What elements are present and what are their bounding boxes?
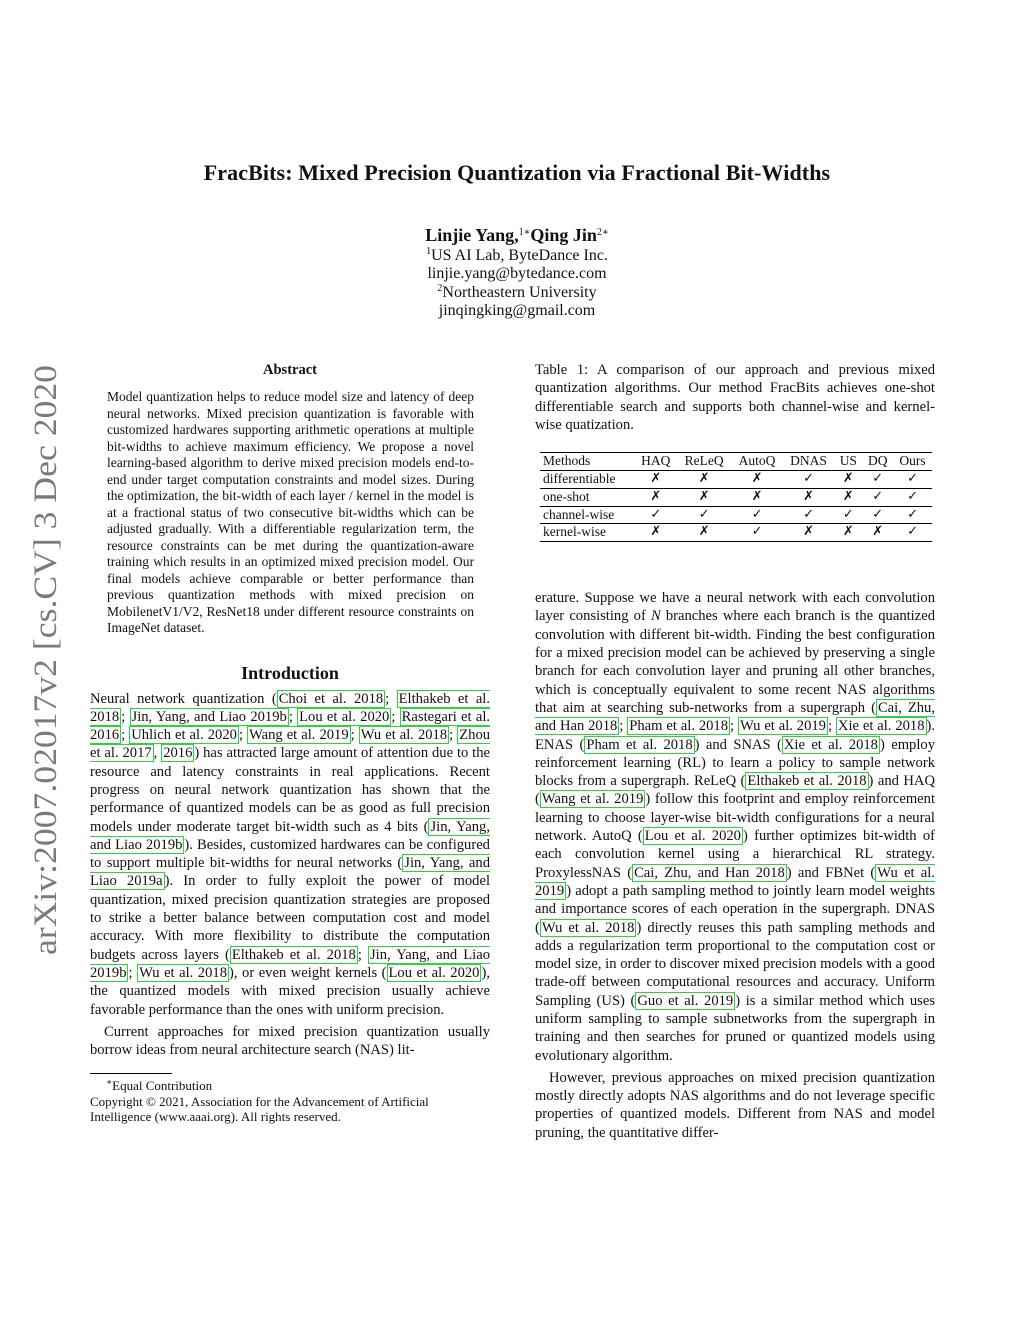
table-cell: ✗: [698, 488, 710, 504]
text-run: ;: [391, 708, 400, 725]
table-cell: ✓: [751, 506, 763, 522]
table-header-row: [540, 453, 932, 471]
citation-link[interactable]: Wu et al. 2019: [535, 864, 935, 899]
abstract-heading: Abstract: [263, 362, 317, 378]
text-run: ) is a similar method which uses uniform sampling to sample subnetworks from the supergraph in training and then searches for pruned or quantized models using evolutionary algorithm.: [535, 992, 936, 1064]
table-header-cell: DQ: [867, 453, 888, 469]
citation-link[interactable]: Lou et al. 2020: [644, 828, 741, 845]
text-run: ;: [449, 727, 458, 744]
row-label: channel-wise: [543, 506, 615, 522]
author-block: [250, 226, 784, 321]
table-cell: ✗: [872, 524, 884, 540]
introduction-heading: Introduction: [241, 662, 339, 683]
table-row: [540, 488, 932, 506]
citation-link[interactable]: Zhou et al. 2017: [90, 727, 491, 762]
paper-title: FracBits: Mixed Precision Quantization via Fractional Bit-Widths: [203, 160, 831, 185]
citation-link[interactable]: Wang et al. 2019: [541, 791, 644, 808]
text-run: ;: [238, 727, 248, 744]
table-header-cell: ReLeQ: [684, 453, 724, 469]
table-cell: ✓: [872, 488, 884, 504]
citation-link[interactable]: Lou et al. 2020: [388, 964, 480, 981]
text-run: erature. Suppose we have a neural network with each convolution layer consisting of: [535, 590, 935, 625]
text-run: ) directly reuses this path sampling methods and adds a regularization term proportional to the computation cost or model size, in order to discover mixed precision models with a good trade-off between computational resources and accuracy. Uniform Sampling (US) (: [535, 919, 935, 1009]
table-header-cell: US: [839, 453, 857, 469]
citation-link[interactable]: Lou et al. 2020: [299, 708, 390, 725]
arxiv-stamp-svg: [12, 355, 72, 955]
table-header-cell: AutoQ: [738, 453, 776, 469]
table-header-cell: Ours: [899, 453, 926, 469]
left-column: [90, 362, 490, 1125]
text-run: ). In order to fully exploit the power of model quantization, mixed precision quantization strategies are proposed to strike a better balance between computation cost and model accuracy. With more flexibility to distribute the computation budgets across layers (: [90, 873, 491, 963]
row-label: one-shot: [543, 488, 590, 504]
text-run: ;: [128, 964, 138, 981]
table-cell: ✗: [842, 470, 854, 486]
email-2[interactable]: jinqingking@gmail.com: [438, 302, 596, 319]
citation-link[interactable]: Jin, Yang, and Liao 2019b: [131, 708, 287, 725]
table-cell: ✓: [842, 506, 854, 522]
citation-link[interactable]: Elthakeb et al. 2018: [90, 690, 490, 725]
text-run: ;: [385, 690, 397, 707]
footnote-equal-contribution: [90, 1078, 490, 1094]
text-run: ) and HAQ (: [535, 773, 935, 808]
citation-link[interactable]: Wu et al. 2018: [360, 727, 448, 744]
math-variable: N: [650, 608, 661, 625]
citation-link[interactable]: Jin, Yang, and Liao 2019a: [90, 855, 490, 890]
text-run: ;: [121, 727, 130, 744]
text-run: ;: [121, 708, 130, 725]
table-cell: ✗: [650, 524, 662, 540]
table-cell: ✗: [751, 488, 763, 504]
affiliation-2-sup: 2: [437, 282, 443, 294]
text-run: ;: [730, 718, 738, 735]
right-column: [535, 361, 935, 1142]
text-run: ), or even weight kernels (: [229, 964, 387, 981]
text-run: ,: [153, 745, 162, 762]
citation-link[interactable]: 2016: [163, 745, 193, 762]
table-cell: ✗: [842, 524, 854, 540]
table-cell: ✗: [698, 524, 710, 540]
table-cell: ✓: [907, 488, 918, 504]
right-paragraph-2: However, previous approaches on mixed precision quantization mostly directly adopts NAS algorithms and do not leverage specific properties of quantized models. Different from NAS and model pruning, the quantitative differ-: [535, 1069, 935, 1141]
text-run: ) and FBNet (: [786, 864, 876, 881]
citation-link[interactable]: Uhlich et al. 2020: [131, 727, 237, 744]
citation-link[interactable]: Jin, Yang, and Liao 2019b: [90, 818, 490, 853]
table-cell: ✓: [803, 506, 814, 522]
table-cell: ✓: [803, 470, 814, 486]
footnote-sup: ∗: [106, 1077, 113, 1088]
citation-link[interactable]: Elthakeb et al. 2018: [747, 773, 867, 790]
affiliation-1-text: US AI Lab, ByteDance Inc.: [431, 246, 608, 264]
author-1-sup: 1∗: [518, 227, 531, 238]
table-cell: ✓: [907, 470, 918, 486]
text-run: Neural network quantization (: [90, 690, 277, 707]
affiliation-1-sup: 1: [426, 245, 432, 257]
text-run: ;: [827, 718, 836, 735]
citation-link[interactable]: Wang et al. 2019: [249, 727, 349, 744]
table-row: [540, 470, 932, 488]
citation-link[interactable]: Rastegari et al. 2016: [90, 708, 491, 744]
citation-link[interactable]: Pham et al. 2018: [586, 736, 693, 753]
citation-link[interactable]: Guo et al. 2019: [637, 992, 734, 1009]
author-names: [250, 226, 784, 245]
text-run: ), the quantized models with mixed precision usually achieve favorable performance than the ones with uniform precision.: [90, 964, 490, 1018]
row-label: differentiable: [543, 470, 616, 486]
citation-link[interactable]: Xie et al. 2018: [837, 718, 925, 735]
email-1[interactable]: linjie.yang@bytedance.com: [427, 265, 607, 282]
table-cell: ✓: [698, 506, 710, 522]
table-cell: ✓: [872, 470, 884, 486]
comparison-table-wrap: [540, 452, 932, 542]
table-header-cell: HAQ: [641, 453, 671, 469]
author-2-sup: 2∗: [596, 227, 609, 238]
table-header-cell: DNAS: [790, 453, 827, 469]
citation-link[interactable]: Wu et al. 2018: [541, 919, 635, 936]
table-cell: ✗: [803, 488, 814, 504]
affiliation-2-text: Northeastern University: [442, 283, 597, 301]
citation-link[interactable]: Pham et al. 2018: [629, 718, 729, 735]
comparison-table: [540, 452, 932, 542]
table-header-cell: Methods: [543, 453, 591, 469]
table-row: [540, 506, 932, 524]
arxiv-id: arXiv:2007.02017v2 [cs.CV] 3 Dec 2020: [28, 408, 64, 955]
table-cell: ✓: [751, 524, 763, 540]
text-run: ) has attracted large amount of attention due to the resource and latency constraints in real applications. Recent progress on neural network quantization has shown that the performance of quantized models can be as good as full precision models under moderate target bit-width such as 4 bits (: [90, 745, 491, 835]
table-cell: ✗: [751, 470, 763, 486]
intro-paragraph-1: [90, 690, 490, 1019]
text-run: ;: [288, 708, 298, 725]
table-cell: ✓: [907, 524, 918, 540]
text-run: ;: [619, 718, 628, 735]
citation-link[interactable]: Cai, Zhu, and Han 2018: [535, 699, 935, 735]
citation-link[interactable]: Wu et al. 2019: [739, 718, 826, 735]
text-run: ) further optimizes bit-width of each convolution kernel using a hierarchical RL strategy. ProxylessNAS (: [535, 828, 935, 881]
table-cell: ✓: [650, 506, 662, 522]
citation-link[interactable]: Jin, Yang, and Liao 2019b: [90, 946, 490, 981]
footnote: [90, 1078, 490, 1125]
table-cell: ✓: [872, 506, 884, 522]
citation-link[interactable]: Wu et al. 2018: [139, 964, 227, 981]
table-cell: ✗: [650, 488, 662, 504]
text-run: ) follow this footprint and employ reinforcement learning to choose layer-wise bit-width configurations for a neural network. AutoQ (: [535, 791, 935, 845]
table-cell: ✗: [698, 470, 710, 486]
citation-link[interactable]: Cai, Zhu, and Han 2018: [634, 864, 785, 881]
author-2: Qing Jin: [530, 225, 597, 245]
affiliation-1: [250, 247, 784, 266]
text-run: ;: [357, 946, 368, 963]
footnote-line-1: Equal Contribution: [112, 1078, 213, 1094]
citation-link[interactable]: Elthakeb et al. 2018: [231, 946, 356, 963]
table-cell: ✗: [842, 488, 854, 504]
row-label: kernel-wise: [543, 524, 606, 540]
table-caption: Table 1: A comparison of our approach and previous mixed quantization algorithms. Our method FracBits achieves one-shot differentiable search and supports both channel-wise and kernel-wise quatization.: [535, 362, 935, 433]
footnote-rule: [90, 1073, 172, 1074]
citation-link[interactable]: Choi et al. 2018: [278, 690, 384, 707]
citation-link[interactable]: Xie et al. 2018: [783, 736, 878, 753]
abstract-text: Model quantization helps to reduce model size and latency of deep neural networks. Mixed precision quantization is favorable with customized hardwares supporting arithmetic operations at multiple bit-widths to achieve maximum efficiency. We propose a novel learning-based algorithm to derive mixed precision models end-to-end under target computation constraints and model sizes. During the optimization, the bit-width of each layer / kernel in the model is at a fractional status of two consecutive bit-widths which can be adjusted gradually. With a differentiable regularization term, the resource constraints can be met during the quantization-aware training which results in an optimized mixed precision model. Our final models achieve comparable or better performance than previous quantization methods with mixed precision on MobilenetV1/V2, ResNet18 under different resource constraints on ImageNet dataset.: [107, 389, 474, 635]
table-row: [540, 524, 932, 542]
text-run: branches where each branch is the quantized convolution with different bit-width. Finding the best configuration for a mixed precision model can be achieved by preserving a single branch for each convolution layer and pruning all other branches, which is conceptually equivalent to some recent NAS algorithms that aim at searching sub-networks from a supergraph (: [535, 608, 935, 716]
text-run: ). ENAS (: [535, 718, 936, 753]
text-run: ) adopt a path sampling method to jointly learn model weights and importance scores of each operation in the supergraph. DNAS (: [535, 882, 935, 936]
arxiv-stamp: [12, 355, 72, 955]
table-cell: ✓: [907, 506, 918, 522]
text-run: ;: [350, 727, 359, 744]
intro-paragraph-2: Current approaches for mixed precision quantization usually borrow ideas from neural architecture search (NAS) lit-: [90, 1023, 490, 1059]
right-paragraph-1: [535, 589, 935, 1065]
author-1: Linjie Yang,: [425, 225, 519, 245]
text-run: ). Besides, customized hardwares can be configured to support multiple bit-widths for neural networks (: [90, 836, 490, 872]
text-run: ) and SNAS (: [694, 736, 782, 753]
table-cell: ✗: [650, 470, 662, 486]
text-run: ) employ reinforcement learning (RL) to learn a policy to sample network blocks from a supergraph. ReLeQ (: [535, 736, 935, 790]
right-body: [535, 589, 935, 1142]
table-cell: ✗: [803, 524, 814, 540]
affiliation-2: [250, 284, 784, 303]
copyright-notice: Copyright © 2021, Association for the Advancement of Artificial Intelligence (www.aaai.org). All rights reserved.: [90, 1093, 429, 1125]
